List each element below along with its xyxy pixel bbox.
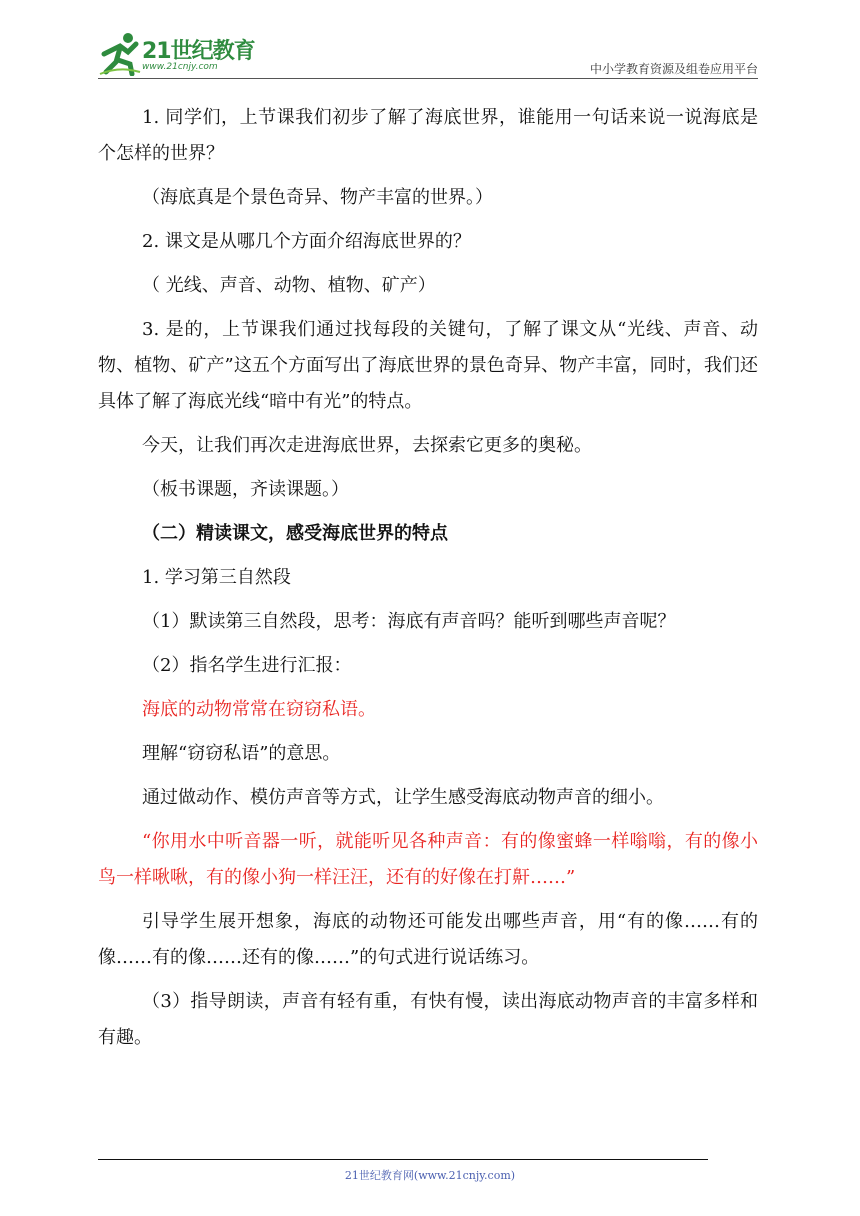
- paragraph: 1. 学习第三自然段: [142, 567, 291, 588]
- site-logo: [98, 30, 268, 76]
- quote-paragraph: 海底的动物常常在窃窃私语。: [142, 699, 376, 720]
- paragraph: （2）指名学生进行汇报：: [142, 655, 352, 676]
- quote-paragraph: “你用水中听音器一听，就能听见各种声音：有的像蜜蜂一样嗡嗡，有的像小鸟一样啾啾，有的像小狗一样汪汪，还有的好像在打鼾……”: [98, 831, 758, 888]
- paragraph: 今天，让我们再次走进海底世界，去探索它更多的奥秘。: [142, 435, 592, 456]
- paragraph: （ 光线、声音、动物、植物、矿产）: [142, 275, 436, 296]
- paragraph: （海底真是个景色奇异、物产丰富的世界。）: [142, 187, 493, 208]
- page-header: [98, 28, 758, 80]
- paragraph: 引导学生展开想象，海底的动物还可能发出哪些声音，用“有的像……有的像……有的像……还有的像……”的句式进行说话练习。: [98, 911, 758, 968]
- document-body: [98, 100, 758, 1064]
- page-footer: 21世纪教育网(www.21cnjy.com): [344, 1169, 516, 1182]
- paragraph: 1. 同学们，上节课我们初步了解了海底世界，谁能用一句话来说一说海底是个怎样的世界？: [98, 107, 758, 164]
- paragraph: （1）默读第三自然段，思考：海底有声音吗？能听到哪些声音呢？: [142, 611, 676, 632]
- logo-url: www.21cnjy.com: [142, 62, 218, 72]
- paragraph: （板书课题，齐读课题。）: [142, 479, 349, 500]
- section-heading: （二）精读课文，感受海底世界的特点: [142, 523, 448, 544]
- paragraph: 2. 课文是从哪几个方面介绍海底世界的？: [142, 231, 471, 252]
- footer-divider: [98, 1159, 708, 1160]
- platform-title: 中小学教育资源及组卷应用平台: [589, 62, 758, 76]
- header-divider: [98, 78, 758, 79]
- paragraph: 理解“窃窃私语”的意思。: [142, 743, 341, 764]
- paragraph: 3. 是的，上节课我们通过找每段的关键句，了解了课文从“光线、声音、动物、植物、矿产”这五个方面写出了海底世界的景色奇异、物产丰富，同时，我们还具体了解了海底光线“暗中有光”的特点。: [98, 319, 758, 412]
- logo-text: 21世纪教育: [142, 39, 255, 64]
- paragraph: （3）指导朗读，声音有轻有重，有快有慢，读出海底动物声音的丰富多样和有趣。: [98, 991, 758, 1048]
- runner-logo-icon: [98, 30, 142, 76]
- paragraph: 通过做动作、模仿声音等方式，让学生感受海底动物声音的细小。: [142, 787, 664, 808]
